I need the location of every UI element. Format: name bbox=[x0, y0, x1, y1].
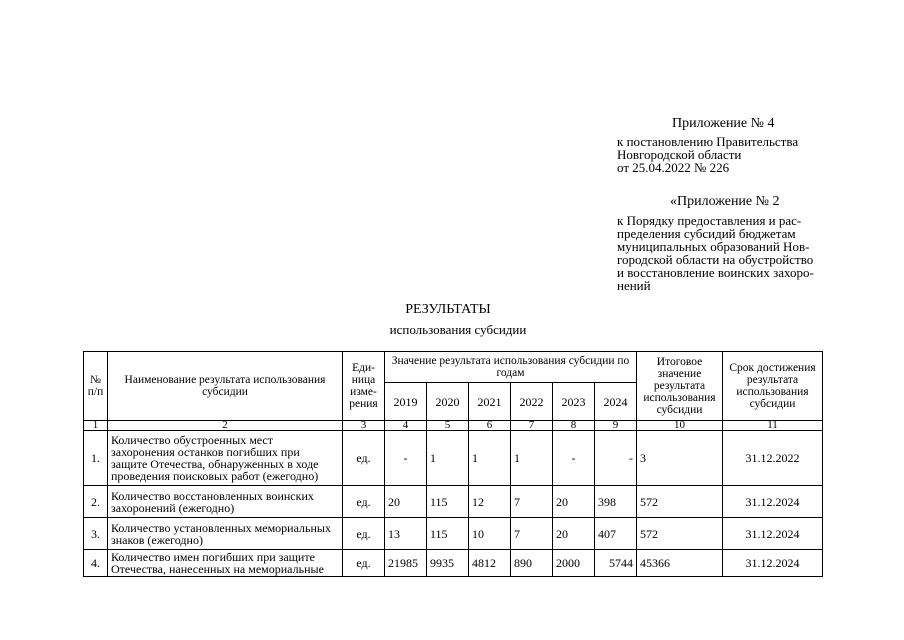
unit-cell: ед. bbox=[343, 550, 385, 577]
table-row bbox=[84, 486, 823, 518]
value-cell: 2000 bbox=[553, 550, 595, 577]
column-number: 4 bbox=[385, 421, 427, 431]
header-year: 2023 bbox=[553, 383, 595, 421]
annex-2-reference bbox=[617, 214, 814, 292]
unit-cell: ед. bbox=[343, 486, 385, 518]
column-number: 8 bbox=[553, 421, 595, 431]
header-num: № п/п bbox=[84, 352, 108, 421]
annex-2-line: нений bbox=[617, 278, 651, 293]
annex-4-title: Приложение № 4 bbox=[672, 116, 775, 131]
total-cell: 45366 bbox=[637, 550, 723, 577]
header-deadline: Срок достижения результата использования субсидии bbox=[723, 352, 823, 421]
annex-4-reference bbox=[617, 135, 798, 174]
value-cell: 5744 bbox=[595, 550, 637, 577]
annex-4-line: от 25.04.2022 № 226 bbox=[617, 160, 730, 175]
value-cell: 20 bbox=[385, 486, 427, 518]
result-name: Количество обустроенных мест захоронения останков погибших при защите Отечества, обнаруженных в ходе проведения поисковых работ (ежегодно) bbox=[108, 431, 343, 486]
value-cell: 20 bbox=[553, 486, 595, 518]
value-cell: 20 bbox=[553, 518, 595, 550]
row-number: 1. bbox=[84, 431, 108, 486]
value-cell: 115 bbox=[427, 486, 469, 518]
header-values-by-year: Значение результата использования субсидии по годам bbox=[385, 352, 637, 383]
column-number: 2 bbox=[108, 421, 343, 431]
unit-cell: ед. bbox=[343, 431, 385, 486]
total-cell: 3 bbox=[637, 431, 723, 486]
value-cell: - bbox=[385, 431, 427, 486]
result-name: Количество восстановленных воинских захоронений (ежегодно) bbox=[108, 486, 343, 518]
row-number: 3. bbox=[84, 518, 108, 550]
value-cell: 12 bbox=[469, 486, 511, 518]
column-number: 3 bbox=[343, 421, 385, 431]
annex-2-line: городской области на обустройство bbox=[617, 252, 814, 267]
document-subtitle: использования субсидии bbox=[389, 322, 527, 337]
annex-2-line: пределения субсидий бюджетам bbox=[617, 226, 796, 241]
deadline-cell: 31.12.2024 bbox=[723, 486, 823, 518]
deadline-cell: 31.12.2024 bbox=[723, 518, 823, 550]
annex-4-line: к постановлению Правительства bbox=[617, 134, 799, 149]
column-number: 11 bbox=[723, 421, 823, 431]
value-cell: 10 bbox=[469, 518, 511, 550]
value-cell: - bbox=[595, 431, 637, 486]
header-total: Итоговое значение результата использования субсидии bbox=[637, 352, 723, 421]
value-cell: 890 bbox=[511, 550, 553, 577]
value-cell: - bbox=[553, 431, 595, 486]
value-cell: 21985 bbox=[385, 550, 427, 577]
total-cell: 572 bbox=[637, 486, 723, 518]
header-year: 2022 bbox=[511, 383, 553, 421]
annex-4-line: Новгородской области bbox=[617, 147, 742, 162]
result-name: Количество установленных мемориальных знаков (ежегодно) bbox=[108, 518, 343, 550]
column-number: 10 bbox=[637, 421, 723, 431]
row-number: 2. bbox=[84, 486, 108, 518]
table-row bbox=[84, 550, 823, 577]
value-cell: 407 bbox=[595, 518, 637, 550]
value-cell: 1 bbox=[427, 431, 469, 486]
annex-2-title: «Приложение № 2 bbox=[670, 194, 780, 209]
value-cell: 7 bbox=[511, 486, 553, 518]
value-cell: 398 bbox=[595, 486, 637, 518]
value-cell: 9935 bbox=[427, 550, 469, 577]
row-number: 4. bbox=[84, 550, 108, 577]
column-number: 7 bbox=[511, 421, 553, 431]
column-number-row bbox=[84, 421, 823, 431]
annex-2-line: муниципальных образований Нов- bbox=[617, 239, 810, 254]
annex-2-line: к Порядку предоставления и рас- bbox=[617, 213, 802, 228]
table-row bbox=[84, 518, 823, 550]
value-cell: 115 bbox=[427, 518, 469, 550]
results-table bbox=[83, 351, 823, 577]
deadline-cell: 31.12.2022 bbox=[723, 431, 823, 486]
header-name: Наименование результата использования субсидии bbox=[108, 352, 343, 421]
unit-cell: ед. bbox=[343, 518, 385, 550]
table-row bbox=[84, 431, 823, 486]
value-cell: 7 bbox=[511, 518, 553, 550]
header-year: 2021 bbox=[469, 383, 511, 421]
column-number: 5 bbox=[427, 421, 469, 431]
value-cell: 4812 bbox=[469, 550, 511, 577]
value-cell: 1 bbox=[469, 431, 511, 486]
document-title: РЕЗУЛЬТАТЫ bbox=[405, 302, 491, 317]
deadline-cell: 31.12.2024 bbox=[723, 550, 823, 577]
column-number: 6 bbox=[469, 421, 511, 431]
header-unit: Еди-ница изме-рения bbox=[343, 352, 385, 421]
header-year: 2024 bbox=[595, 383, 637, 421]
value-cell: 1 bbox=[511, 431, 553, 486]
header-year: 2020 bbox=[427, 383, 469, 421]
annex-2-line: и восстановление воинских захоро- bbox=[617, 265, 814, 280]
value-cell: 13 bbox=[385, 518, 427, 550]
header-year: 2019 bbox=[385, 383, 427, 421]
result-name: Количество имен погибших при защите Отечества, нанесенных на мемориальные bbox=[108, 550, 343, 577]
total-cell: 572 bbox=[637, 518, 723, 550]
column-number: 9 bbox=[595, 421, 637, 431]
column-number: 1 bbox=[84, 421, 108, 431]
